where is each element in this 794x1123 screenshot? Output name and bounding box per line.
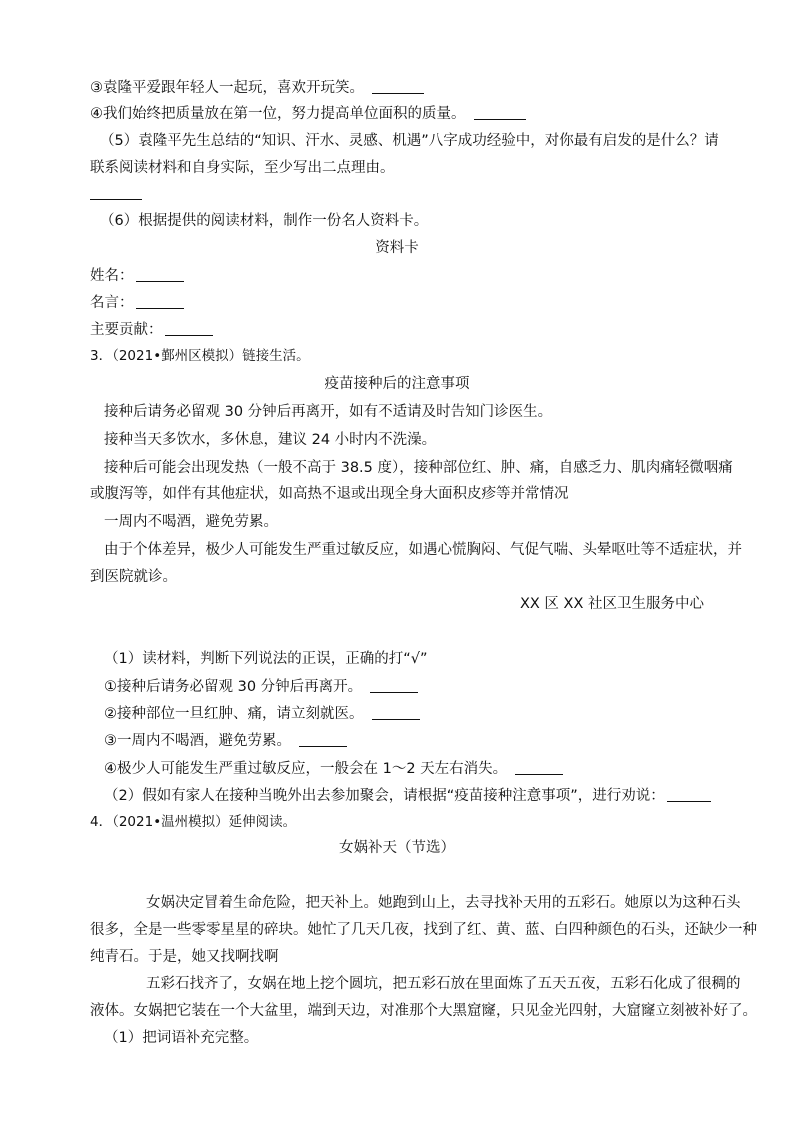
notice-line: 接种后可能会出现发热（一般不高于 38.5 度），接种部位红、肿、痛，自感乏力、肌肉痛轻微咽痛	[104, 460, 733, 476]
q3-sub1-item: ③一周内不喝酒，避免劳累。	[104, 731, 347, 751]
q3-sub1-item: ②接种部位一旦红肿、痛，请立刻就医。	[104, 704, 420, 724]
card-field-name: 姓名：	[90, 266, 184, 286]
notice-line: 或腹泻等，如伴有其他症状，如高热不退或出现全身大面积皮疹等并常情况	[90, 486, 569, 502]
answer-blank[interactable]	[136, 294, 184, 309]
notice-line: 接种后请务必留观 30 分钟后再离开，如有不适请及时告知门诊医生。	[104, 404, 553, 420]
passage-line: 液体。女娲把它装在一个大盆里，端到天边，对准那个大黑窟窿，只见金光四射，大窟窿立刻被补好了。	[90, 1003, 757, 1019]
passage-line: 五彩石找齐了，女娲在地上挖个圆坑，把五彩石放在里面炼了五天五夜，五彩石化成了很稠的	[146, 976, 741, 992]
q3-header: 3．（2021•鄞州区模拟）链接生活。	[90, 348, 310, 364]
notice-line: 由于个体差异，极少人可能发生严重过敏反应，如遇心慌胸闷、气促气喘、头晕呕吐等不适症状，并	[104, 542, 742, 558]
notice-line: 接种当天多饮水，多休息，建议 24 小时内不洗澡。	[104, 432, 437, 448]
q3-sub2: （2）假如有家人在接种当晚外出去参加聚会，请根据“疫苗接种注意事项”，进行劝说：	[104, 786, 711, 806]
card-field-contribution: 主要贡献：	[90, 320, 213, 340]
passage-title: 女娲补天（节选）	[339, 840, 455, 856]
q4-header: 4．（2021•温州模拟）延伸阅读。	[90, 814, 297, 830]
card-field-quote: 名言：	[90, 293, 184, 313]
card-title: 资料卡	[375, 240, 419, 256]
answer-blank[interactable]	[474, 105, 526, 120]
notice-line: 一周内不喝酒，避免劳累。	[104, 514, 278, 530]
answer-blank[interactable]	[90, 185, 142, 200]
q3-sub1-item: ①接种后请务必留观 30 分钟后再离开。	[104, 677, 418, 697]
q2-item-4: ④我们始终把质量放在第一位，努力提高单位面积的质量。	[90, 104, 526, 124]
passage-line: 很多，全是一些零零星星的碎块。她忙了几天几夜，找到了红、黄、蓝、白四种颜色的石头，还缺少一种	[90, 922, 757, 938]
q3-sub1-intro: （1）读材料，判断下列说法的正误，正确的打“√”	[104, 651, 428, 667]
passage-line: 女娲决定冒着生命危险，把天补上。她跑到山上，去寻找补天用的五彩石。她原以为这种石头	[146, 895, 741, 911]
answer-blank[interactable]	[372, 705, 420, 720]
notice-line: 到医院就诊。	[90, 569, 177, 585]
q2-sub6: （6）根据提供的阅读材料，制作一份名人资料卡。	[100, 213, 429, 229]
passage-line: 纯青石。于是，她又找啊找啊	[90, 949, 279, 965]
answer-blank[interactable]	[372, 79, 424, 94]
answer-blank[interactable]	[299, 732, 347, 747]
notice-title: 疫苗接种后的注意事项	[324, 376, 470, 392]
answer-blank[interactable]	[515, 760, 563, 775]
q2-sub5-line2: 联系阅读材料和自身实际，至少写出二点理由。	[90, 160, 395, 176]
q2-item-3: ③袁隆平爱跟年轻人一起玩，喜欢开玩笑。	[90, 78, 424, 98]
notice-signature: XX 区 XX 社区卫生服务中心	[519, 596, 704, 612]
q3-sub1-item: ④极少人可能发生严重过敏反应，一般会在 1～2 天左右消失。	[104, 759, 563, 779]
q2-sub5-answer	[90, 184, 142, 204]
answer-blank[interactable]	[667, 787, 711, 802]
answer-blank[interactable]	[165, 321, 213, 336]
q4-sub1: （1）把词语补充完整。	[104, 1030, 259, 1046]
q2-sub5-line1: （5）袁隆平先生总结的“知识、汗水、灵感、机遇”八字成功经验中，对你最有启发的是什么？请	[100, 133, 719, 149]
answer-blank[interactable]	[136, 267, 184, 282]
answer-blank[interactable]	[370, 678, 418, 693]
